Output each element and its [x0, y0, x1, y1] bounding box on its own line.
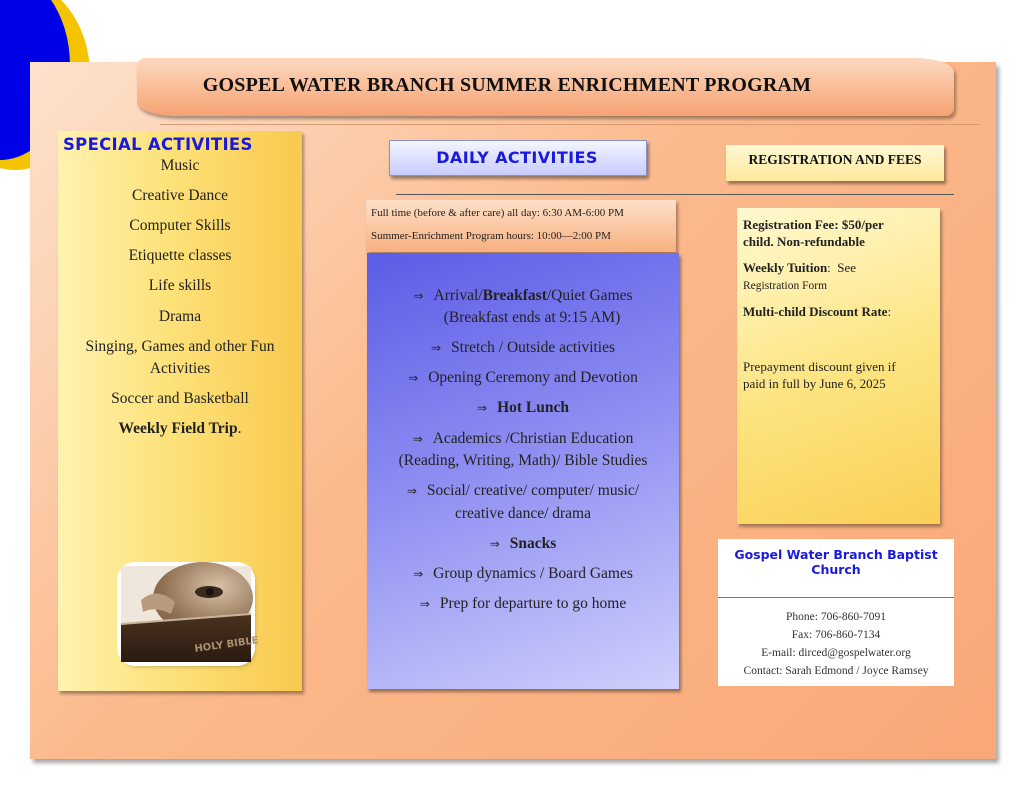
special-activity-item: Creative Dance [132, 187, 228, 204]
weekly-tuition [743, 259, 938, 295]
multi-child-discount-label: Multi-child Discount Rate [743, 304, 888, 319]
daily-item-text: Group dynamics / Board Games [433, 565, 633, 582]
special-activity-item: Activities [149, 360, 211, 377]
bible-cover-text: HOLY BIBLE [193, 635, 260, 655]
daily-item [367, 397, 679, 419]
registration-fee-line: Registration Fee: $50/per [743, 217, 884, 232]
church-divider [718, 597, 954, 598]
daily-activities-heading: DAILY ACTIVITIES [436, 148, 598, 167]
prepayment-line: paid in full by June 6, 2025 [743, 376, 886, 391]
arrow-icon: ⇒ [477, 401, 488, 415]
weekly-tuition-value: Registration Form [743, 280, 828, 292]
church-name-line: Church [811, 562, 861, 577]
featured-label: Weekly Field Trip [118, 420, 238, 437]
hours-full-time: Full time (before & after care) all day: 6:30 AM-6:00 PM [371, 207, 624, 219]
daily-item [367, 480, 679, 502]
hours-program: Summer-Enrichment Program hours: 10:00—2:00 PM [371, 230, 611, 242]
daily-item [367, 337, 679, 359]
daily-item [367, 428, 679, 450]
daily-item-text: /Quiet Games [546, 287, 633, 304]
special-activity-item: Drama [158, 308, 202, 325]
weekly-tuition-value: See [837, 260, 857, 275]
prepayment-line: Prepayment discount given if [743, 359, 896, 374]
registration-heading: REGISTRATION AND FEES [748, 152, 922, 167]
church-contact: Contact: Sarah Edmond / Joyce Ramsey [743, 665, 929, 677]
arrow-icon: ⇒ [412, 432, 423, 446]
bible-photo-illustration [121, 566, 260, 662]
daily-item-bold: Breakfast [482, 287, 547, 304]
daily-item-continuation: (Breakfast ends at 9:15 AM) [443, 309, 621, 326]
registration-fee-line: child. Non-refundable [743, 234, 865, 249]
multi-child-discount [743, 303, 938, 320]
special-activity-item: Etiquette classes [128, 247, 232, 264]
registration-fee [743, 216, 938, 250]
featured-suffix: . [237, 420, 242, 437]
weekly-tuition-label: Weekly Tuition [743, 260, 828, 275]
special-activity-item: Music [160, 157, 200, 174]
daily-item [367, 285, 679, 307]
daily-item-continuation: (Reading, Writing, Math)/ Bible Studies [398, 452, 648, 469]
daily-item [367, 367, 679, 389]
special-activity-item: Singing, Games and other Fun [85, 338, 275, 355]
special-activity-item: Soccer and Basketball [111, 390, 249, 407]
arrow-icon: ⇒ [413, 567, 424, 581]
daily-item-text: Prep for departure to go home [439, 595, 627, 612]
daily-item [367, 533, 679, 555]
special-activity-featured [58, 418, 302, 440]
church-phone: Phone: 706-860-7091 [786, 611, 886, 623]
weekly-tuition-colon: : [827, 260, 831, 275]
special-activities-heading: SPECIAL ACTIVITIES [63, 135, 253, 154]
daily-item-text: Academics /Christian Education [432, 430, 634, 447]
daily-item-text: Social/ creative/ computer/ music/ [426, 482, 640, 499]
daily-item [367, 593, 679, 615]
title-divider [160, 124, 980, 125]
daily-item-continuation: creative dance/ drama [455, 505, 591, 522]
daily-item-text: Opening Ceremony and Devotion [428, 369, 638, 386]
page-title: GOSPEL WATER BRANCH SUMMER ENRICHMENT PROGRAM [202, 74, 812, 96]
church-name [718, 547, 954, 577]
church-name-line: Gospel Water Branch Baptist [734, 547, 938, 562]
arrow-icon: ⇒ [413, 289, 424, 303]
prepayment-discount [743, 358, 938, 392]
arrow-icon: ⇒ [430, 341, 442, 355]
daily-item-bold: Snacks [509, 535, 557, 552]
multi-child-discount-colon: : [887, 304, 892, 319]
daily-item-text: Stretch / Outside activities [451, 339, 616, 356]
daily-divider [396, 194, 954, 195]
daily-item [367, 563, 679, 585]
arrow-icon: ⇒ [489, 537, 500, 551]
arrow-icon: ⇒ [419, 597, 430, 611]
daily-item-bold: Hot Lunch [497, 399, 569, 416]
special-activity-item: Computer Skills [129, 217, 231, 234]
arrow-icon: ⇒ [408, 371, 419, 385]
church-fax: Fax: 706-860-7134 [791, 629, 881, 641]
special-activity-item: Life skills [148, 277, 212, 294]
church-email[interactable]: E-mail: dirced@gospelwater.org [761, 647, 911, 659]
bible-photo [121, 566, 260, 662]
arrow-icon: ⇒ [406, 484, 417, 498]
daily-item-text: Arrival/ [433, 287, 483, 304]
